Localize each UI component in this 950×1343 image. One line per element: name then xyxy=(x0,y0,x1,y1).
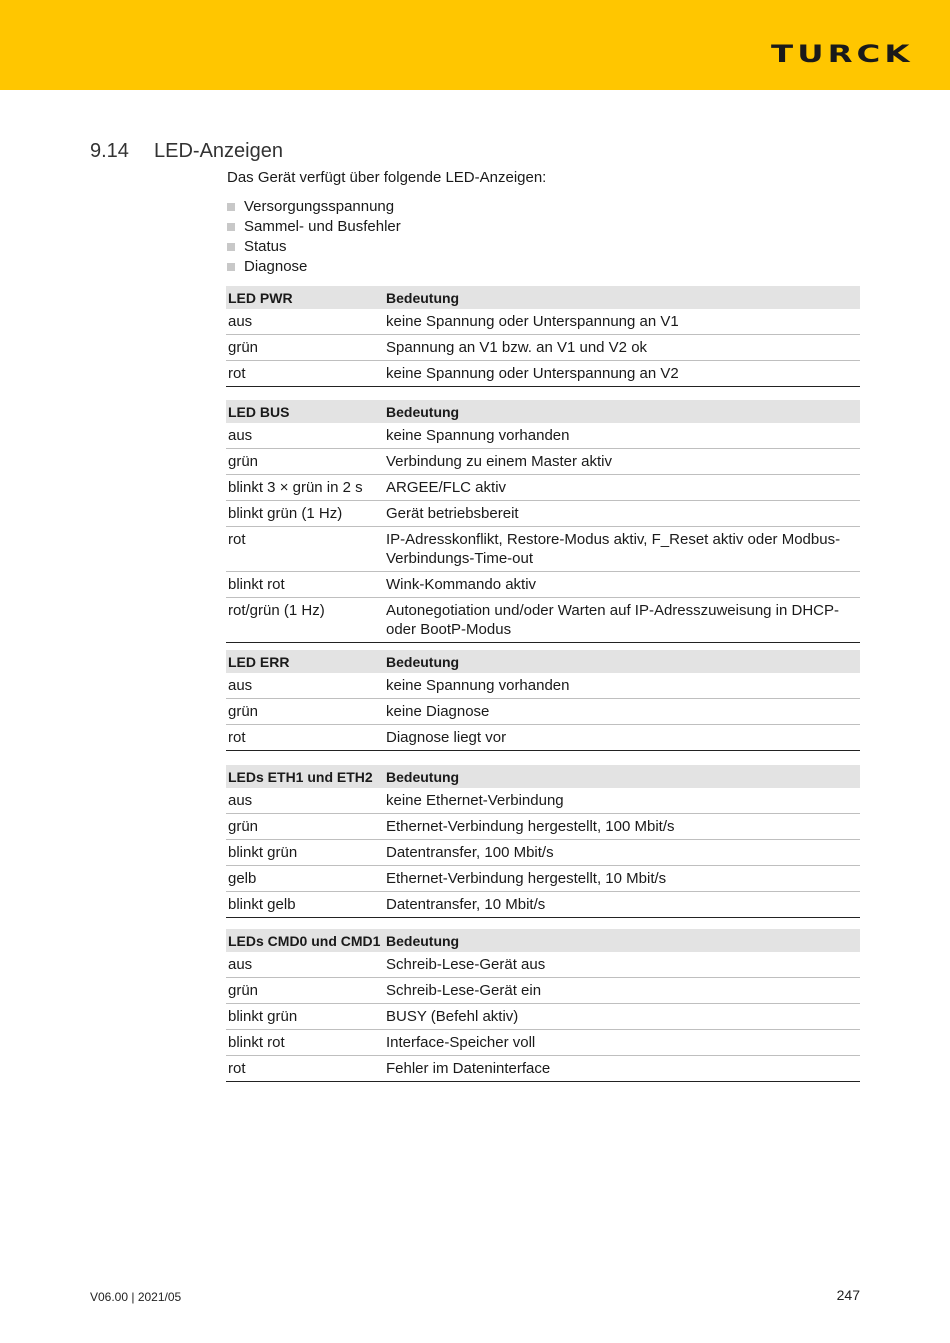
meaning-cell: BUSY (Befehl aktiv) xyxy=(384,1004,860,1030)
meaning-cell: IP-Adresskonflikt, Restore-Modus aktiv, F_Reset aktiv oder Modbus-Verbindungs-Time-out xyxy=(384,527,860,572)
table-row xyxy=(226,952,860,978)
column-header-led: LEDs ETH1 und ETH2 xyxy=(226,765,384,788)
meaning-cell: Ethernet-Verbindung hergestellt, 10 Mbit/s xyxy=(384,866,860,892)
table-header-row xyxy=(226,650,860,673)
table-row xyxy=(226,449,860,475)
led-state-cell: blinkt 3 × grün in 2 s xyxy=(226,475,384,501)
meaning-cell: Datentransfer, 100 Mbit/s xyxy=(384,840,860,866)
bullet-square-icon xyxy=(227,203,235,211)
table-row xyxy=(226,501,860,527)
table-header-row xyxy=(226,765,860,788)
table-row xyxy=(226,978,860,1004)
table-row xyxy=(226,725,860,751)
led-state-cell: grün xyxy=(226,814,384,840)
meaning-cell: keine Spannung vorhanden xyxy=(384,673,860,699)
column-header-led: LED PWR xyxy=(226,286,384,309)
table-header-row xyxy=(226,400,860,423)
table-row xyxy=(226,527,860,572)
table-row xyxy=(226,866,860,892)
table-row xyxy=(226,788,860,814)
meaning-cell: Autonegotiation und/oder Warten auf IP-Adresszuweisung in DHCP- oder BootP-Modus xyxy=(384,598,860,643)
led-state-cell: grün xyxy=(226,978,384,1004)
column-header-led: LEDs CMD0 und CMD1 xyxy=(226,929,384,952)
meaning-cell: Schreib-Lese-Gerät aus xyxy=(384,952,860,978)
meaning-cell: Datentransfer, 10 Mbit/s xyxy=(384,892,860,918)
meaning-cell: Interface-Speicher voll xyxy=(384,1030,860,1056)
section-title xyxy=(90,140,283,163)
led-list xyxy=(227,197,401,277)
led-state-cell: blinkt rot xyxy=(226,1030,384,1056)
led-state-cell: gelb xyxy=(226,866,384,892)
meaning-cell: keine Diagnose xyxy=(384,699,860,725)
bullet-square-icon xyxy=(227,223,235,231)
led-state-cell: grün xyxy=(226,449,384,475)
led-table xyxy=(226,400,860,643)
column-header-led: LED BUS xyxy=(226,400,384,423)
table-header-row xyxy=(226,929,860,952)
led-state-cell: aus xyxy=(226,423,384,449)
meaning-cell: Diagnose liegt vor xyxy=(384,725,860,751)
table-header-row xyxy=(226,286,860,309)
led-state-cell: blinkt rot xyxy=(226,572,384,598)
led-state-cell: aus xyxy=(226,309,384,335)
bullet-square-icon xyxy=(227,263,235,271)
meaning-cell: Fehler im Dateninterface xyxy=(384,1056,860,1082)
meaning-cell: keine Spannung oder Unterspannung an V2 xyxy=(384,361,860,387)
column-header-meaning: Bedeutung xyxy=(384,650,860,673)
table-row xyxy=(226,673,860,699)
led-table xyxy=(226,765,860,918)
led-state-cell: blinkt grün xyxy=(226,1004,384,1030)
turck-logo: TURCK xyxy=(771,40,914,68)
led-table xyxy=(226,929,860,1082)
led-state-cell: rot xyxy=(226,527,384,572)
led-state-cell: blinkt grün (1 Hz) xyxy=(226,501,384,527)
column-header-meaning: Bedeutung xyxy=(384,286,860,309)
led-state-cell: rot xyxy=(226,725,384,751)
led-state-cell: grün xyxy=(226,699,384,725)
meaning-cell: keine Spannung vorhanden xyxy=(384,423,860,449)
table-row xyxy=(226,598,860,643)
list-item: Status xyxy=(227,237,401,257)
table-row xyxy=(226,1004,860,1030)
led-table xyxy=(226,650,860,751)
column-header-meaning: Bedeutung xyxy=(384,929,860,952)
meaning-cell: Spannung an V1 bzw. an V1 und V2 ok xyxy=(384,335,860,361)
led-state-cell: aus xyxy=(226,673,384,699)
meaning-cell: Schreib-Lese-Gerät ein xyxy=(384,978,860,1004)
meaning-cell: keine Spannung oder Unterspannung an V1 xyxy=(384,309,860,335)
footer-version: V06.00 | 2021/05 xyxy=(90,1290,182,1304)
table-row xyxy=(226,309,860,335)
bullet-square-icon xyxy=(227,243,235,251)
led-state-cell: grün xyxy=(226,335,384,361)
led-state-cell: aus xyxy=(226,788,384,814)
table-row xyxy=(226,423,860,449)
led-state-cell: aus xyxy=(226,952,384,978)
list-item: Versorgungsspannung xyxy=(227,197,401,217)
led-state-cell: rot xyxy=(226,1056,384,1082)
meaning-cell: ARGEE/FLC aktiv xyxy=(384,475,860,501)
column-header-meaning: Bedeutung xyxy=(384,765,860,788)
column-header-led: LED ERR xyxy=(226,650,384,673)
table-row xyxy=(226,699,860,725)
page-number: 247 xyxy=(836,1287,860,1303)
table-row xyxy=(226,572,860,598)
list-item: Sammel- und Busfehler xyxy=(227,217,401,237)
column-header-meaning: Bedeutung xyxy=(384,400,860,423)
meaning-cell: Ethernet-Verbindung hergestellt, 100 Mbit/s xyxy=(384,814,860,840)
section-number: 9.14 xyxy=(90,140,129,162)
led-state-cell: rot xyxy=(226,361,384,387)
meaning-cell: Verbindung zu einem Master aktiv xyxy=(384,449,860,475)
table-row xyxy=(226,840,860,866)
table-row xyxy=(226,361,860,387)
table-row xyxy=(226,335,860,361)
table-row xyxy=(226,475,860,501)
table-row xyxy=(226,1056,860,1082)
table-row xyxy=(226,892,860,918)
meaning-cell: Gerät betriebsbereit xyxy=(384,501,860,527)
led-table xyxy=(226,286,860,387)
led-state-cell: blinkt grün xyxy=(226,840,384,866)
led-state-cell: rot/grün (1 Hz) xyxy=(226,598,384,643)
table-row xyxy=(226,1030,860,1056)
meaning-cell: keine Ethernet-Verbindung xyxy=(384,788,860,814)
table-row xyxy=(226,814,860,840)
section-title-text: LED-Anzeigen xyxy=(154,140,283,162)
intro-text: Das Gerät verfügt über folgende LED-Anzeigen: xyxy=(227,169,547,186)
list-item: Diagnose xyxy=(227,257,401,277)
meaning-cell: Wink-Kommando aktiv xyxy=(384,572,860,598)
led-state-cell: blinkt gelb xyxy=(226,892,384,918)
